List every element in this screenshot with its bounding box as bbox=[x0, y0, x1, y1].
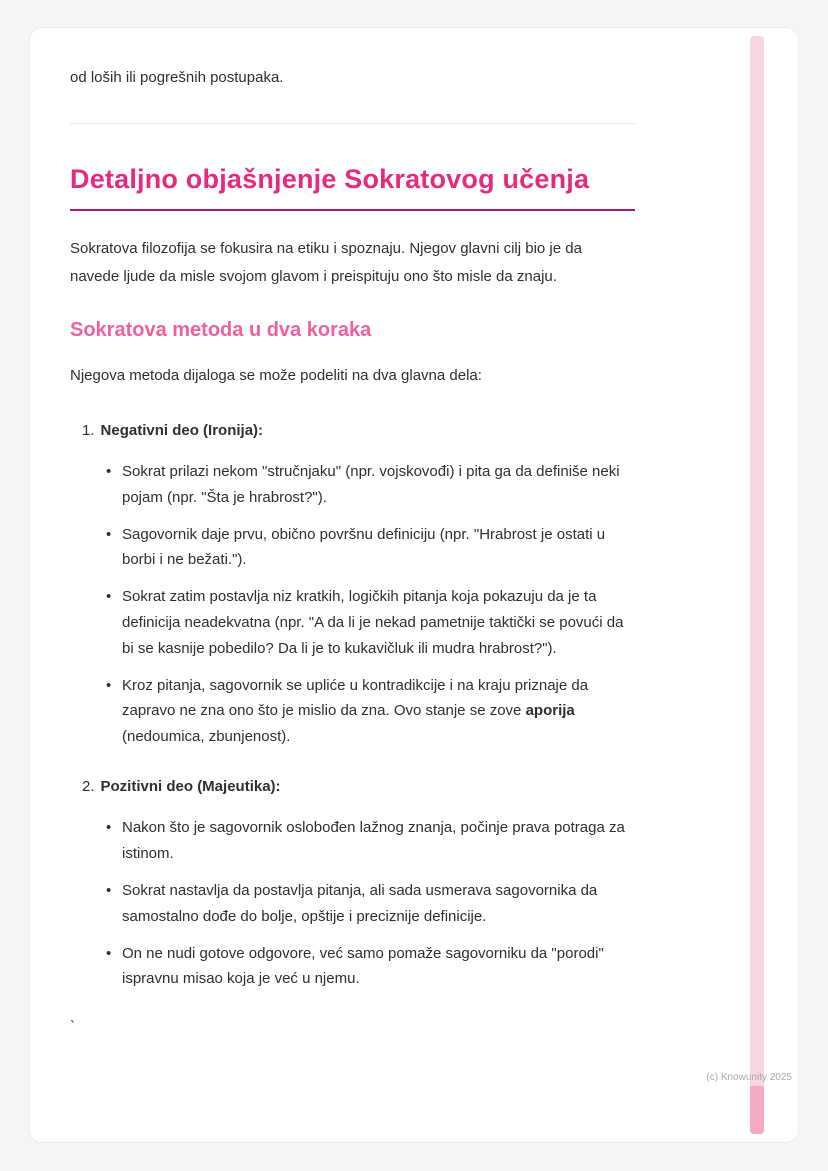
document-content bbox=[70, 66, 635, 1035]
list-item-heading bbox=[82, 418, 635, 444]
method-list bbox=[70, 418, 635, 993]
bullet-item: • Sagovornik daje prvu, obično površnu definiciju (npr. "Hrabrost je ostati u borbi i ne bežati."). bbox=[106, 522, 635, 574]
bullet-text: (nedoumica, zbunjenost). bbox=[122, 728, 291, 746]
list-number: 1. bbox=[82, 421, 95, 439]
section-divider bbox=[70, 123, 635, 124]
document-card bbox=[30, 28, 798, 1142]
list-item-heading bbox=[82, 774, 635, 800]
pink-side-strip-bottom bbox=[750, 1086, 764, 1134]
bullet-item bbox=[106, 673, 635, 750]
bullet-item: • On ne nudi gotove odgovore, već samo pomaže sagovorniku da "porodi" ispravnu misao koja je već u njemu. bbox=[106, 941, 635, 993]
bullet-list bbox=[82, 459, 635, 750]
bullet-item: • Nakon što je sagovornik oslobođen lažnog znanja, počinje prava potraga za istinom. bbox=[106, 815, 635, 867]
watermark: (c) Knowunity 2025 bbox=[706, 1072, 792, 1083]
pink-side-strip bbox=[750, 36, 764, 1134]
bullet-list bbox=[82, 815, 635, 992]
bullet-item: • Sokrat nastavlja da postavlja pitanja, ali sada usmerava sagovornika da samostalno dođe do bolje, opštije i preciznije definicije. bbox=[106, 878, 635, 930]
list-label: Pozitivni deo (Majeutika): bbox=[100, 777, 281, 795]
bullet-text: Kroz pitanja, sagovornik se upliće u kontradikcije i na kraju priznaje da zapravo ne zna ono što je mislio da zna. Ovo stanje se zove bbox=[122, 676, 589, 720]
stray-character: ` bbox=[70, 1018, 75, 1036]
leading-paragraph: od loših ili pogrešnih postupaka. bbox=[70, 69, 284, 86]
bullet-bold-term: aporija bbox=[525, 702, 575, 720]
list-label: Negativni deo (Ironija): bbox=[100, 421, 264, 439]
sub-heading: Sokratova metoda u dva koraka bbox=[70, 318, 372, 341]
list-item-negative bbox=[82, 418, 635, 750]
main-heading: Detaljno objašnjenje Sokratovog učenja bbox=[70, 164, 635, 211]
method-intro-paragraph: Njegova metoda dijaloga se može podeliti na dva glavna dela: bbox=[70, 366, 482, 384]
list-number: 2. bbox=[82, 777, 95, 795]
bullet-item: • Sokrat prilazi nekom "stručnjaku" (npr. vojskovođi) i pita ga da definiše neki pojam (npr. "Šta je hrabrost?"). bbox=[106, 459, 635, 511]
intro-paragraph: Sokratova filozofija se fokusira na etiku i spoznaju. Njegov glavni cilj bio je da navede ljude da misle svojom glavom i preispituju ono što misle da znaju. bbox=[70, 240, 582, 285]
bullet-item: • Sokrat zatim postavlja niz kratkih, logičkih pitanja koja pokazuju da je ta definicija neadekvatna (npr. "A da li je nekad pametnije taktički se povući da bi se kasnije pobedilo? Da li je to kukavičluk ili mudra hrabrost?"). bbox=[106, 584, 635, 661]
list-item-positive bbox=[82, 774, 635, 992]
